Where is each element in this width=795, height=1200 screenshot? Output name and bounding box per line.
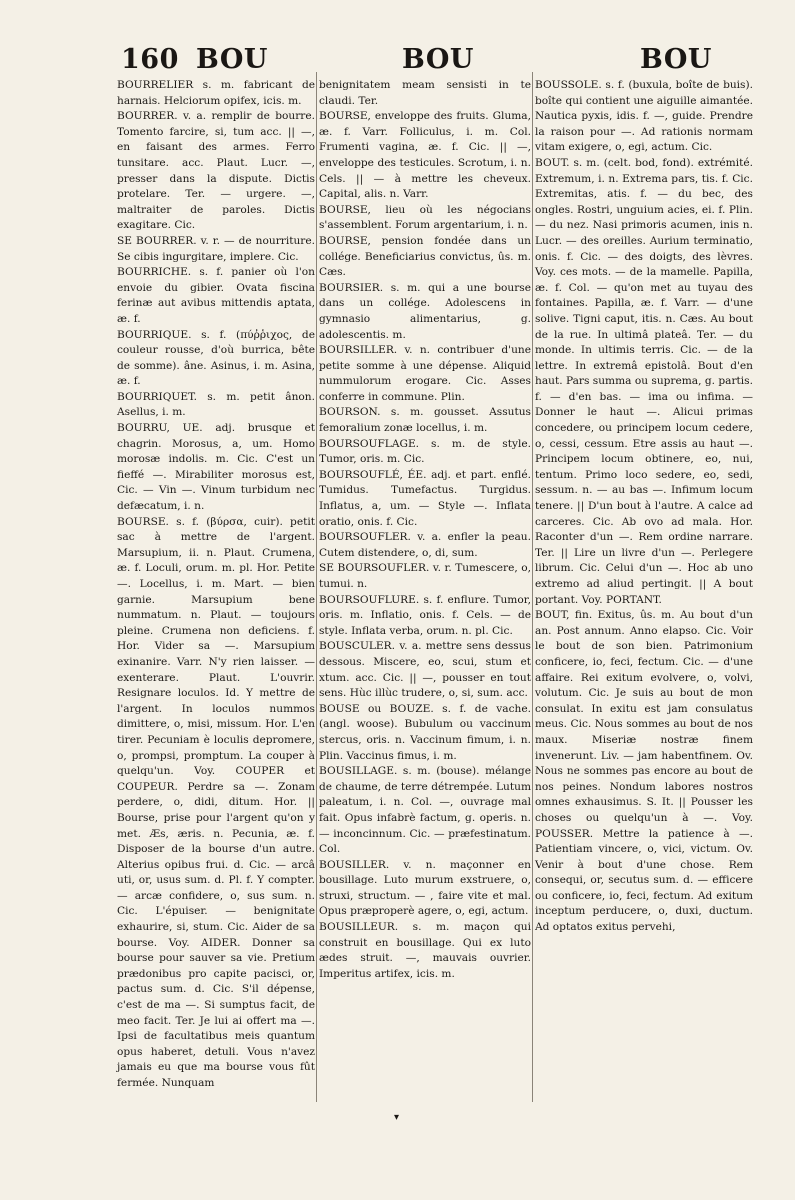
column-middle: benignitatem meam sensisti in te claudi. Ter. BOURSE, enveloppe des fruits. Gluma, æ. f. Varr. Folliculus, i. m. Col. Frumenti vagina, æ. f. Cic. || —, enveloppe des testicules. Scrotum, i. n. Cels. || — à mettre les cheveux. Capital, alis. n. Varr. BOURSE, lieu où les négocians s'assemblent. Forum argentarium, i. n. BOURSE, pension fondée dans un collége. Beneficiarius convictus, ûs. m. Cæs. BOURSIER. s. m. qui a une bourse dans un collége. Adolescens in gymnasio alimentarius, g. adolescentis. m. BOURSILLER. v. n. contribuer d'une petite somme à une dépense. Aliquid nummulorum erogare. Cic. Asses conferre in commune. Plin. BOURSON. s. m. gousset. Assutus femoralium zonæ locellus, i. m. BOURSOUFLAGE. s. m. de style. Tumor, oris. m. Cic. BOURSOUFLÉ, ÉE. adj. et part. enflé. Tumidus. Tumefactus. Turgidus. Inflatus, a, um. — Style —. Inflata oratio, onis. f. Cic. BOURSOUFLER. v. a. enfler la peau. Cutem distendere, o, di, sum. SE BOURSOUFLER. v. r. Tumescere, o, tumui. n. BOURSOUFLURE. s. f. enflure. Tumor, oris. m. Inflatio, onis. f. Cels. — de style. Inflata verba, orum. n. pl. Cic. BOUSCULER. v. a. mettre sens dessus dessous. Miscere, eo, scui, stum et xtum. acc. Cic. || —, pousser en tout sens. Hùc illùc trudere, o, si, sum. acc. BOUSE ou BOUZE. s. f. de vache. (angl. woose). Bubulum ou vaccinum stercus, oris. n. Vaccinum fimum, i. n. Plin. Vaccinus fimus, i. m. BOUSILLAGE. s. m. (bouse). mélange de chaume, de terre détrempée. Lutum paleatum, i. n. Col. —, ouvrage mal fait. Opus infabrè factum, g. operis. n. — inconcinnum. Cic. — præfestinatum. Col. BOUSILLER. v. n. maçonner en bousillage. Luto murum exstruere, o, struxi, structum. — , faire vite et mal. Opus præproperè agere, o, egi, actum. BOUSILLEUR. s. m. maçon qui construit en bousillage. Qui ex luto ædes struit. —, mauvais ouvrier. Imperitus artifex, icis. m. (319, 79, 531, 980)
guide-word-center: BOU (402, 44, 474, 75)
signature-mark: ▾ (394, 1112, 400, 1123)
guide-word-right: BOU (640, 44, 712, 75)
column-divider (316, 72, 317, 1102)
guide-word-left: BOU (196, 44, 268, 75)
page-number: 160 (121, 44, 179, 75)
column-right: BOUSSOLE. s. f. (buxula, boîte de buis). boîte qui contient une aiguille aimantée. Nautica pyxis, idis. f. —, guide. Prendre la raison pour —. Ad rationis normam vitam exigere, o, egi, actum. Cic. BOUT. s. m. (celt. bod, fond). extrémité. Extremum, i. n. Extrema pars, tis. f. Cic. Extremitas, atis. f. — du bec, des ongles. Rostri, unguium acies, ei. f. Plin. — du nez. Nasi primoris acumen, inis n. Lucr. — des oreilles. Aurium terminatio, onis. f. Cic. — des doigts, des lèvres. Voy. ces mots. — de la mamelle. Papilla, æ. f. Col. — qu'on met au tuyau des fontaines. Papilla, æ. f. Varr. — d'une solive. Tigni caput, itis. n. Cæs. Au bout de la rue. In ultimâ plateâ. Ter. — du monde. In ultimis terris. Cic. — de la lettre. In extremâ epistolâ. Bout d'en haut. Pars summa ou suprema, g. partis. f. — d'en bas. — ima ou infima. — Donner le haut —. Alicui primas concedere, ou principem locum cedere, o, cessi, cessum. Etre assis au haut —. Principem locum obtinere, eo, nui, tentum. Primo loco sedere, eo, sedi, sessum. n. — au bas —. Infimum locum tenere. || D'un bout à l'autre. A calce ad carceres. Cic. Ab ovo ad mala. Hor. Raconter d'un —. Rem ordine narrare. Ter. || Lire un livre d'un —. Perlegere librum. Cic. Celui d'un —. Hoc ab uno extremo ad aliud pertingit. || A bout portant. Voy. PORTANT. BOUT, fin. Exitus, ûs. m. Au bout d'un an. Post annum. Anno elapso. Cic. Voir le bout de son bien. Patrimonium conficere, io, feci, fectum. Cic. — d'une affaire. Rei exitum evolvere, o, volvi, volutum. Cic. Je suis au bout de mon consulat. In exitu est jam consulatus meus. Cic. Nous sommes au bout de nos maux. Miseriæ nostræ finem invenerunt. Liv. — jam habentfinem. Ov. Nous ne sommes pas encore au bout de nos peines. Nondum labores nostros omnes exhausimus. S. It. || Pousser les choses ou quelqu'un à —. Voy. POUSSER. Mettre la patience à —. Patientiam vincere, o, vici, victum. Ov. Venir à bout d'une chose. Rem consequi, or, secutus sum. d. — efficere ou conficere, io, feci, fectum. Ad exitum inceptum perducere, o, duxi, ductum. Ad optatos exitus pervehi, (535, 79, 753, 934)
column-left: BOURRELIER s. m. fabricant de harnais. Helciorum opifex, icis. m. BOURRER. v. a. remplir de bourre. Tomento farcire, si, tum acc. || —, en faisant des armes. Ferro tunsitare. acc. Plaut. Lucr. —, presser dans la dispute. Dictis protelare. Ter. — urgere. —, maltraiter de paroles. Dictis exagitare. Cic. SE BOURRER. v. r. — de nourriture. Se cibis ingurgitare, implere. Cic. BOURRICHE. s. f. panier où l'on envoie du gibier. Ovata fiscina ferinæ aut avibus mittendis aptata, æ. f. BOURRIQUE. s. f. (πύῤῥιχος, de couleur rousse, d'où burrica, bête de somme). âne. Asinus, i. m. Asina, æ. f. BOURRIQUET. s. m. petit ânon. Asellus, i. m. BOURRU, UE. adj. brusque et chagrin. Morosus, a, um. Homo morosæ indolis. m. Cic. C'est un fieffé —. Mirabiliter morosus est, Cic. — Vin —. Vinum turbidum nec defæcatum, i. n. BOURSE. s. f. (βύρσα, cuir). petit sac à mettre de l'argent. Marsupium, ii. n. Plaut. Crumena, æ. f. Loculi, orum. m. pl. Hor. Petite —. Locellus, i. m. Mart. — bien garnie. Marsupium bene nummatum. n. Plaut. — toujours pleine. Crumena non deficiens. f. Hor. Vider sa —. Marsupium exinanire. Varr. N'y rien laisser. — exenterare. Plaut. L'ouvrir. Resignare loculos. Id. Y mettre de l'argent. In loculos nummos dimittere, o, misi, missum. Hor. L'en tirer. Pecuniam è loculis depromere, o, prompsi, promptum. La couper à quelqu'un. Voy. COUPER et COUPEUR. Perdre sa —. Zonam perdere, o, didi, ditum. Hor. || Bourse, prise pour l'argent qu'on y met. Æs, æris. n. Pecunia, æ. f. Disposer de la bourse d'un autre. Alterius opibus frui. d. Cic. — arcâ uti, or, usus sum. d. Pl. f. Y compter. — arcæ confidere, o, sus sum. n. Cic. L'épuiser. — benignitate exhaurire, si, stum. Cic. Aider de sa bourse. Voy. AIDER. Donner sa bourse pour sauver sa vie. Pretium prædonibus pro capite pacisci, or, pactus sum. d. Cic. S'il dépense, c'est de ma —. Si sumptus facit, de meo facit. Ter. Je lui ai offert ma —. Ipsi de facultatibus meis quantum opus haberet, detuli. Vous n'avez jamais eu que ma bourse vous fût fermée. Nunquam (117, 79, 315, 1089)
column-divider (532, 72, 533, 1102)
running-header (0, 44, 795, 76)
